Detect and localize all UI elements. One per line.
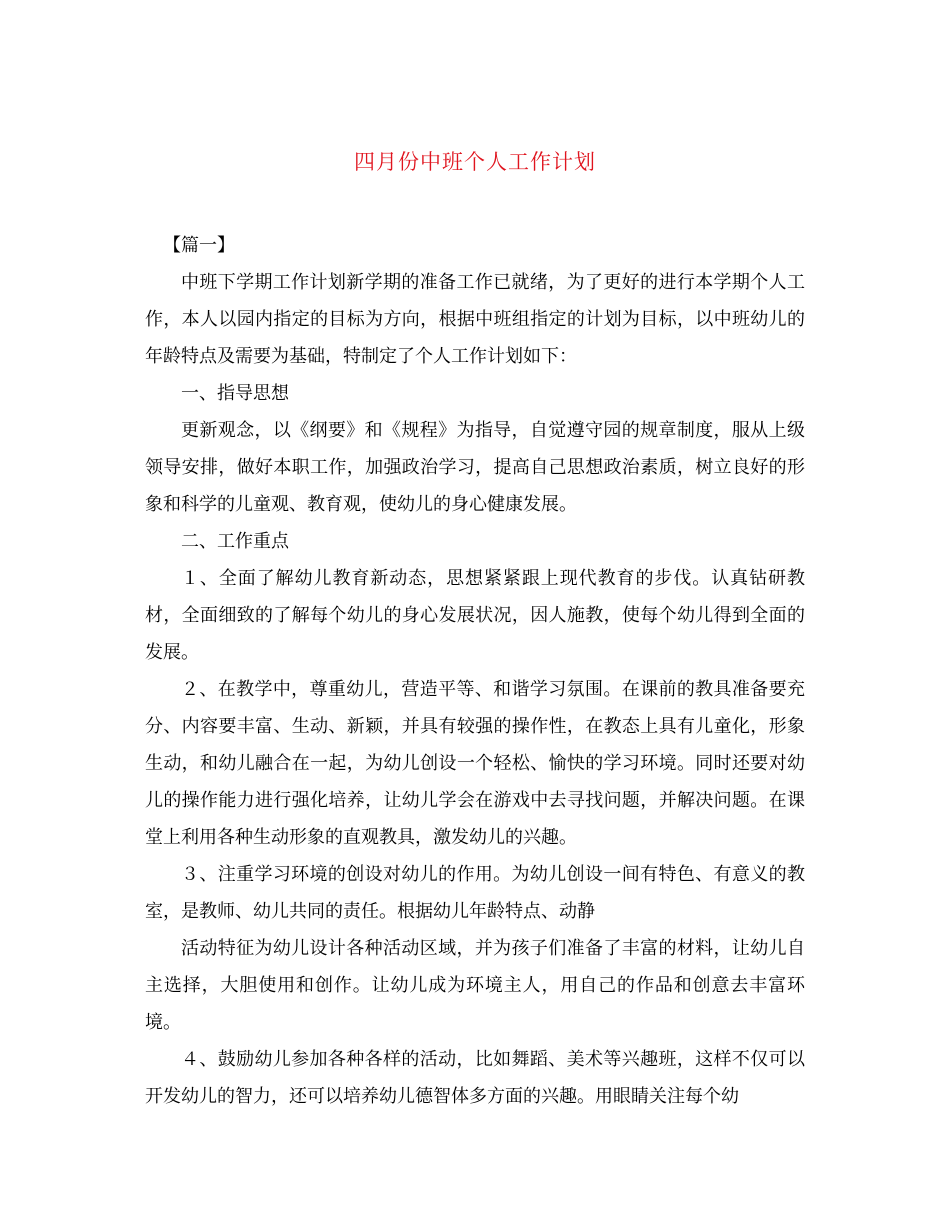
paragraph-item-4: ４、鼓励幼儿参加各种各样的活动，比如舞蹈、美术等兴趣班，这样不仅可以开发幼儿的智力，还可以培养幼儿德智体多方面的兴趣。用眼睛关注每个幼 bbox=[145, 1049, 805, 1107]
document-body bbox=[145, 227, 805, 1115]
heading-guiding-ideology: 一、指导思想 bbox=[181, 383, 289, 404]
document-title: 四月份中班个人工作计划 bbox=[354, 150, 596, 174]
heading-work-focus: 二、工作重点 bbox=[181, 531, 289, 552]
paragraph-guiding-ideology: 更新观念，以《纲要》和《规程》为指导，自觉遵守园的规章制度，服从上级领导安排，做好本职工作，加强政治学习，提高自己思想政治素质，树立良好的形象和科学的儿童观、教育观，使幼儿的身心健康发展。 bbox=[145, 420, 805, 515]
paragraph-item-1: １、全面了解幼儿教育新动态，思想紧紧跟上现代教育的步伐。认真钻研教材，全面细致的了解每个幼儿的身心发展状况，因人施教，使每个幼儿得到全面的发展。 bbox=[145, 568, 805, 663]
paragraph-item-3-continued: 活动特征为幼儿设计各种活动区域，并为孩子们准备了丰富的材料，让幼儿自主选择，大胆使用和创作。让幼儿成为环境主人，用自己的作品和创意去丰富环境。 bbox=[145, 938, 805, 1033]
paragraph-item-3: ３、注重学习环境的创设对幼儿的作用。为幼儿创设一间有特色、有意义的教室，是教师、幼儿共同的责任。根据幼儿年龄特点、动静 bbox=[145, 864, 805, 922]
section-label: 【篇一】 bbox=[163, 235, 235, 256]
paragraph-item-2: ２、在教学中，尊重幼儿，营造平等、和谐学习氛围。在课前的教具准备要充分、内容要丰富、生动、新颖，并具有较强的操作性，在教态上具有儿童化，形象生动，和幼儿融合在一起，为幼儿创设一个轻松、愉快的学习环境。同时还要对幼儿的操作能力进行强化培养，让幼儿学会在游戏中去寻找问题，并解决问题。在课堂上利用各种生动形象的直观教具，激发幼儿的兴趣。 bbox=[145, 679, 805, 848]
paragraph-intro: 中班下学期工作计划新学期的准备工作已就绪，为了更好的进行本学期个人工作，本人以园内指定的目标为方向，根据中班组指定的计划为目标，以中班幼儿的年龄特点及需要为基础，特制定了个人工作计划如下： bbox=[145, 272, 805, 367]
